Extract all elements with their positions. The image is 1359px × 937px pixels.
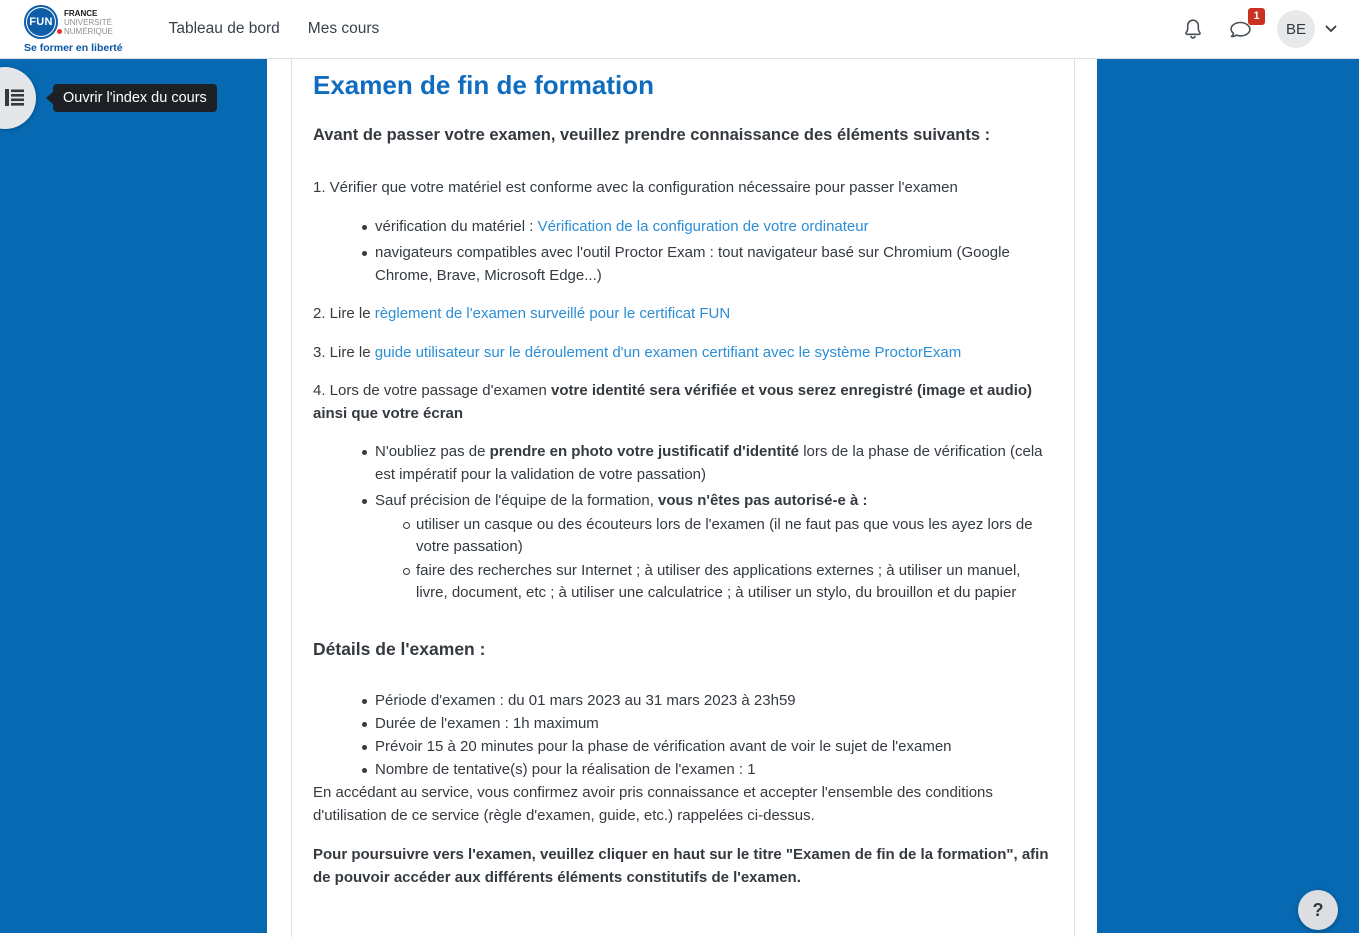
step-4: 4. Lors de votre passage d'examen votre identité sera vérifiée et vous serez enregistré (image et audio) ainsi que votre écran	[313, 382, 1033, 422]
step-4-bullets	[313, 441, 1050, 605]
fun-logo-name: FRANCE UNIVERSITÉ NUMÉRIQUE	[64, 7, 113, 36]
user-menu-toggle[interactable]	[1325, 20, 1337, 38]
conditions-paragraph: En accédant au service, vous confirmez avoir pris connaissance et accepter l'ensemble des conditions d'utilisation de ce service (règle d'examen, guide, etc.) rappelées ci-dessus.	[313, 784, 993, 824]
fun-logo[interactable]	[24, 5, 123, 54]
left-drawer-region	[0, 59, 267, 933]
step-3: 3. Lire le guide utilisateur sur le déroulement d'un examen certifiant avec le système ProctorExam	[313, 343, 962, 361]
step-1-bullets	[313, 216, 1050, 288]
details-bullets	[313, 690, 1050, 782]
nav-tableau-de-bord[interactable]: Tableau de bord	[168, 20, 280, 37]
app-header	[0, 0, 1359, 59]
list-item: Période d'examen : du 01 mars 2023 au 31 mars 2023 à 23h59	[375, 690, 1050, 713]
right-drawer-region	[1097, 59, 1359, 933]
main-nav	[169, 20, 380, 38]
fun-logo-circle: FUN	[24, 5, 58, 39]
course-content	[291, 59, 1075, 937]
step-1: 1. Vérifier que votre matériel est conforme avec la configuration nécessaire pour passer l'examen	[313, 179, 958, 196]
step-4-sub-bullets	[375, 514, 1050, 605]
link-reglement-examen[interactable]: règlement de l'examen surveillé pour le certificat FUN	[374, 305, 731, 322]
list-item: Durée de l'examen : 1h maximum	[375, 713, 1050, 736]
help-button[interactable]: ?	[1298, 890, 1338, 930]
list-item: utiliser un casque ou des écouteurs lors de l'examen (il ne faut pas que vous les ayez lors de votre passation)	[416, 514, 1050, 559]
list-item: navigateurs compatibles avec l'outil Proctor Exam : tout navigateur basé sur Chromium (Google Chrome, Brave, Microsoft Edge...)	[375, 242, 1050, 287]
fun-logo-tagline: Se former en liberté	[24, 41, 123, 54]
list-item: N'oubliez pas de prendre en photo votre justificatif d'identité lors de la phase de vérification (cela est impératif pour la validation de votre passation)	[375, 441, 1050, 486]
final-note: Pour poursuivre vers l'examen, veuillez cliquer en haut sur le titre "Examen de fin de la formation", afin de pouvoir accéder aux différents éléments constitutifs de l'examen.	[313, 846, 1049, 886]
link-guide-utilisateur[interactable]: guide utilisateur sur le déroulement d'un examen certifiant avec le système ProctorExam	[374, 343, 962, 361]
link-verification-configuration[interactable]: Vérification de la configuration de votre ordinateur	[537, 217, 869, 235]
details-heading: Détails de l'examen :	[313, 638, 486, 659]
list-item: Sauf précision de l'équipe de la formation, vous n'êtes pas autorisé-e à : utiliser un casque ou des écouteurs lors de l'examen (il ne faut pas que vous les ayez lors de votre passation) faire des recherches sur Internet ; à utiliser des applications externes ; à utiliser un manuel, livre, document, etc ; à utiliser une calculatrice ; à utiliser un stylo, du brouillon et du papier	[375, 490, 1050, 605]
header-right	[1176, 10, 1337, 48]
list-item: Prévoir 15 à 20 minutes pour la phase de vérification avant de voir le sujet de l'examen	[375, 736, 1050, 759]
list-item: faire des recherches sur Internet ; à utiliser des applications externes ; à utiliser un manuel, livre, document, etc ; à utiliser une calculatrice ; à utiliser un stylo, du brouillon et du papier	[416, 560, 1050, 605]
nav-mes-cours[interactable]: Mes cours	[307, 20, 380, 37]
page-title: Examen de fin de formation	[313, 70, 654, 100]
step-2: 2. Lire le règlement de l'examen surveillé pour le certificat FUN	[313, 305, 731, 322]
avatar[interactable]: BE	[1277, 10, 1315, 48]
course-index-tooltip: Ouvrir l'index du cours	[53, 84, 217, 112]
list-item: vérification du matériel : Vérification de la configuration de votre ordinateur	[375, 216, 1050, 239]
intro-heading: Avant de passer votre examen, veuillez prendre connaissance des éléments suivants :	[313, 126, 991, 144]
bell-icon	[1182, 17, 1204, 41]
logo-red-dot-icon	[57, 29, 62, 34]
messages-badge: 1	[1248, 8, 1265, 25]
chevron-down-icon	[1325, 20, 1337, 38]
notifications-button[interactable]	[1176, 11, 1210, 47]
messages-button[interactable]	[1222, 12, 1259, 47]
list-item: Nombre de tentative(s) pour la réalisation de l'examen : 1	[375, 759, 1050, 782]
